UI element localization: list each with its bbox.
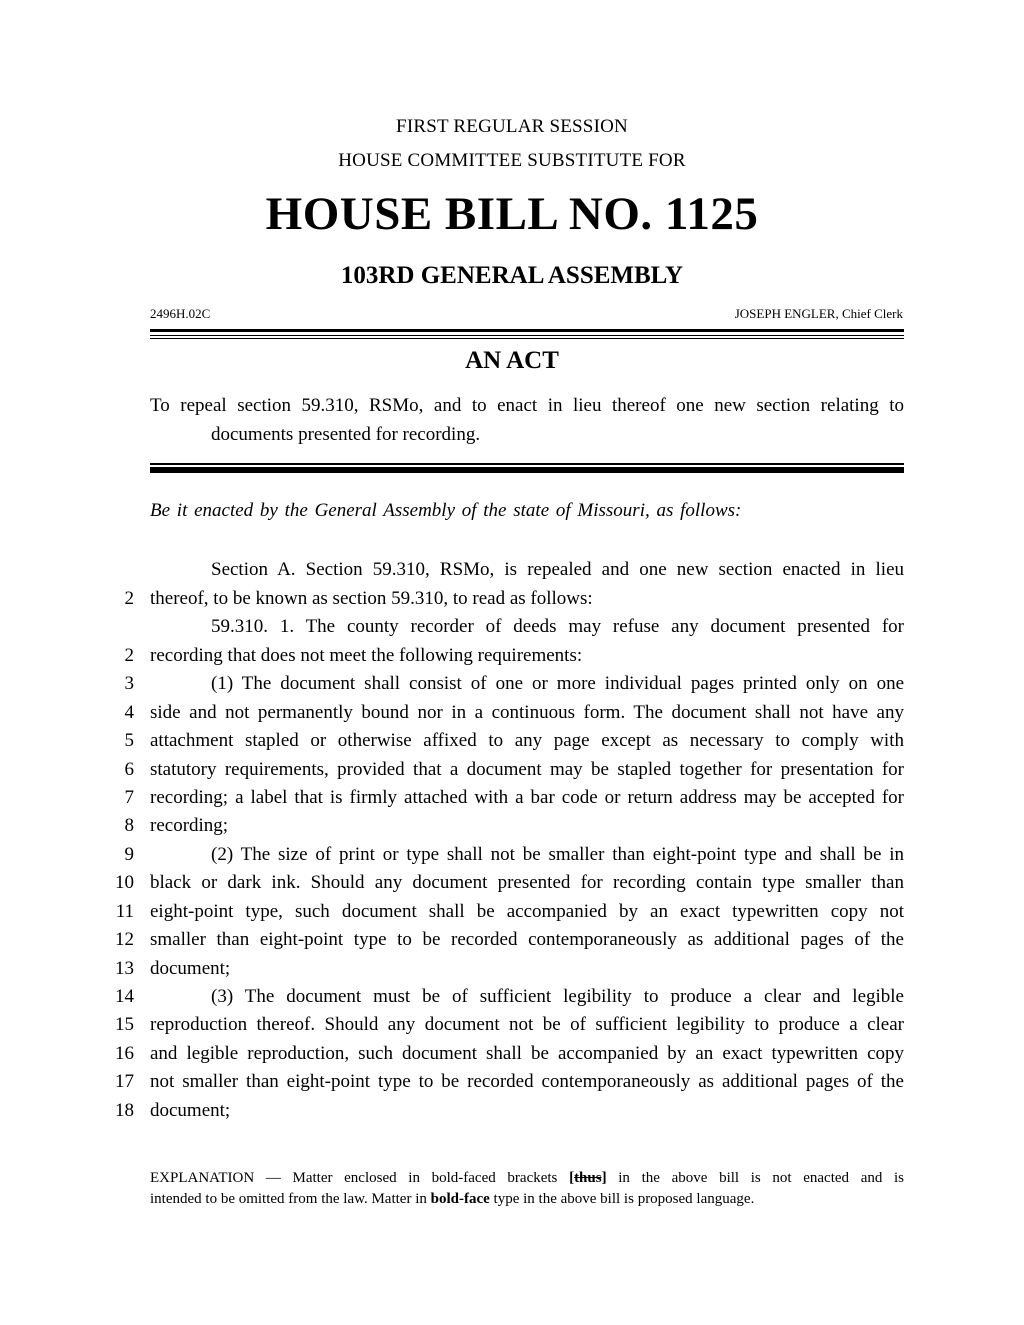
bill-number: HOUSE BILL NO. 1125 — [265, 188, 759, 240]
line-text: side and not permanently bound nor in a continuous form. The document shall not have any — [150, 702, 904, 723]
body-line — [0, 844, 1024, 872]
line-number: 6 — [124, 759, 134, 780]
body-line — [0, 588, 1024, 616]
line-text: document; — [150, 958, 231, 979]
line-text: recording that does not meet the following requirements: — [150, 645, 583, 666]
body-line — [0, 1043, 1024, 1071]
document-id: 2496H.02C — [150, 306, 211, 321]
header-rule-thick — [150, 329, 904, 332]
act-heading: AN ACT — [465, 347, 559, 374]
act-title-line-2: documents presented for recording. — [211, 424, 481, 445]
line-number: 9 — [124, 844, 134, 865]
body-line — [0, 759, 1024, 787]
header-rule-thin — [150, 335, 904, 336]
line-number: 8 — [124, 815, 134, 836]
line-text: black or dark ink. Should any document presented for recording contain type smaller than — [150, 872, 904, 893]
explanation-row-2 — [150, 1191, 754, 1208]
explanation-label: EXPLANATION — — [150, 1170, 281, 1186]
line-text: smaller than eight-point type to be recorded contemporaneously as additional pages of the — [150, 929, 904, 950]
struck-example: thus — [574, 1170, 602, 1186]
body-line — [0, 958, 1024, 986]
line-text: recording; a label that is firmly attached with a bar code or return address may be accepted for — [150, 787, 904, 808]
title-rule-thin — [150, 463, 904, 465]
chief-clerk: JOSEPH ENGLER, Chief Clerk — [734, 306, 903, 321]
line-number: 13 — [115, 958, 134, 979]
line-number: 4 — [124, 702, 134, 723]
line-text: eight-point type, such document shall be accompanied by an exact typewritten copy not — [150, 901, 904, 922]
line-number: 7 — [124, 787, 134, 808]
enacting-clause: Be it enacted by the General Assembly of the state of Missouri, as follows: — [150, 500, 742, 521]
session-label: FIRST REGULAR SESSION — [396, 116, 628, 137]
title-rule-thick — [150, 467, 904, 473]
body-line — [0, 1071, 1024, 1099]
explanation-text-1: Matter enclosed in bold-faced brackets — [292, 1170, 558, 1186]
line-number: 17 — [115, 1071, 134, 1092]
explanation-text-4: type in the above bill is proposed language. — [493, 1191, 755, 1207]
body-line — [0, 702, 1024, 730]
bold-example: bold-face — [430, 1191, 490, 1207]
line-text: reproduction thereof. Should any document not be of sufficient legibility to produce a clear — [150, 1014, 904, 1035]
line-text: 59.310. 1. The county recorder of deeds may refuse any document presented for — [211, 616, 904, 637]
body-line — [0, 616, 1024, 644]
explanation-row-1 — [150, 1170, 904, 1187]
header-rule-thin-2 — [150, 338, 904, 339]
line-number: 10 — [115, 872, 134, 893]
line-number: 15 — [115, 1014, 134, 1035]
line-text: Section A. Section 59.310, RSMo, is repealed and one new section enacted in lieu — [211, 559, 904, 580]
body-line — [0, 730, 1024, 758]
line-number: 16 — [115, 1043, 134, 1064]
line-number: 12 — [115, 929, 134, 950]
body-line — [0, 1014, 1024, 1042]
line-text: (1) The document shall consist of one or more individual pages printed only on one — [211, 673, 904, 694]
line-number: 18 — [115, 1100, 134, 1121]
explanation-text-3: intended to be omitted from the law. Matter in — [150, 1191, 427, 1207]
line-text: thereof, to be known as section 59.310, to read as follows: — [150, 588, 593, 609]
line-text: and legible reproduction, such document shall be accompanied by an exact typewritten copy — [150, 1043, 904, 1064]
body-line — [0, 1100, 1024, 1128]
bracket-open: [ — [569, 1170, 575, 1186]
line-text: statutory requirements, provided that a document may be stapled together for presentation for — [150, 759, 904, 780]
body-line — [0, 645, 1024, 673]
line-text: attachment stapled or otherwise affixed to any page except as necessary to comply with — [150, 730, 904, 751]
body-line — [0, 787, 1024, 815]
line-text: document; — [150, 1100, 231, 1121]
line-text: (3) The document must be of sufficient legibility to produce a clear and legible — [211, 986, 904, 1007]
substitute-label: HOUSE COMMITTEE SUBSTITUTE FOR — [338, 150, 686, 171]
body-line — [0, 929, 1024, 957]
line-number: 11 — [115, 901, 134, 922]
line-text: not smaller than eight-point type to be recorded contemporaneously as additional pages of the — [150, 1071, 904, 1092]
general-assembly: 103RD GENERAL ASSEMBLY — [340, 262, 684, 289]
body-line — [0, 986, 1024, 1014]
body-line — [0, 559, 1024, 587]
body-line — [0, 673, 1024, 701]
line-number: 5 — [124, 730, 134, 751]
body-line — [0, 901, 1024, 929]
line-text: recording; — [150, 815, 229, 836]
line-number: 2 — [124, 645, 134, 666]
explanation-text-2: in the above bill is not enacted and is — [618, 1170, 905, 1186]
line-number: 14 — [115, 986, 134, 1007]
bracket-close: ] — [601, 1170, 607, 1186]
body-line — [0, 815, 1024, 843]
line-number: 2 — [124, 588, 134, 609]
line-number: 3 — [124, 673, 134, 694]
line-text: (2) The size of print or type shall not be smaller than eight-point type and shall be in — [211, 844, 904, 865]
body-line — [0, 872, 1024, 900]
act-title-line-1: To repeal section 59.310, RSMo, and to enact in lieu thereof one new section relating to — [150, 395, 904, 416]
